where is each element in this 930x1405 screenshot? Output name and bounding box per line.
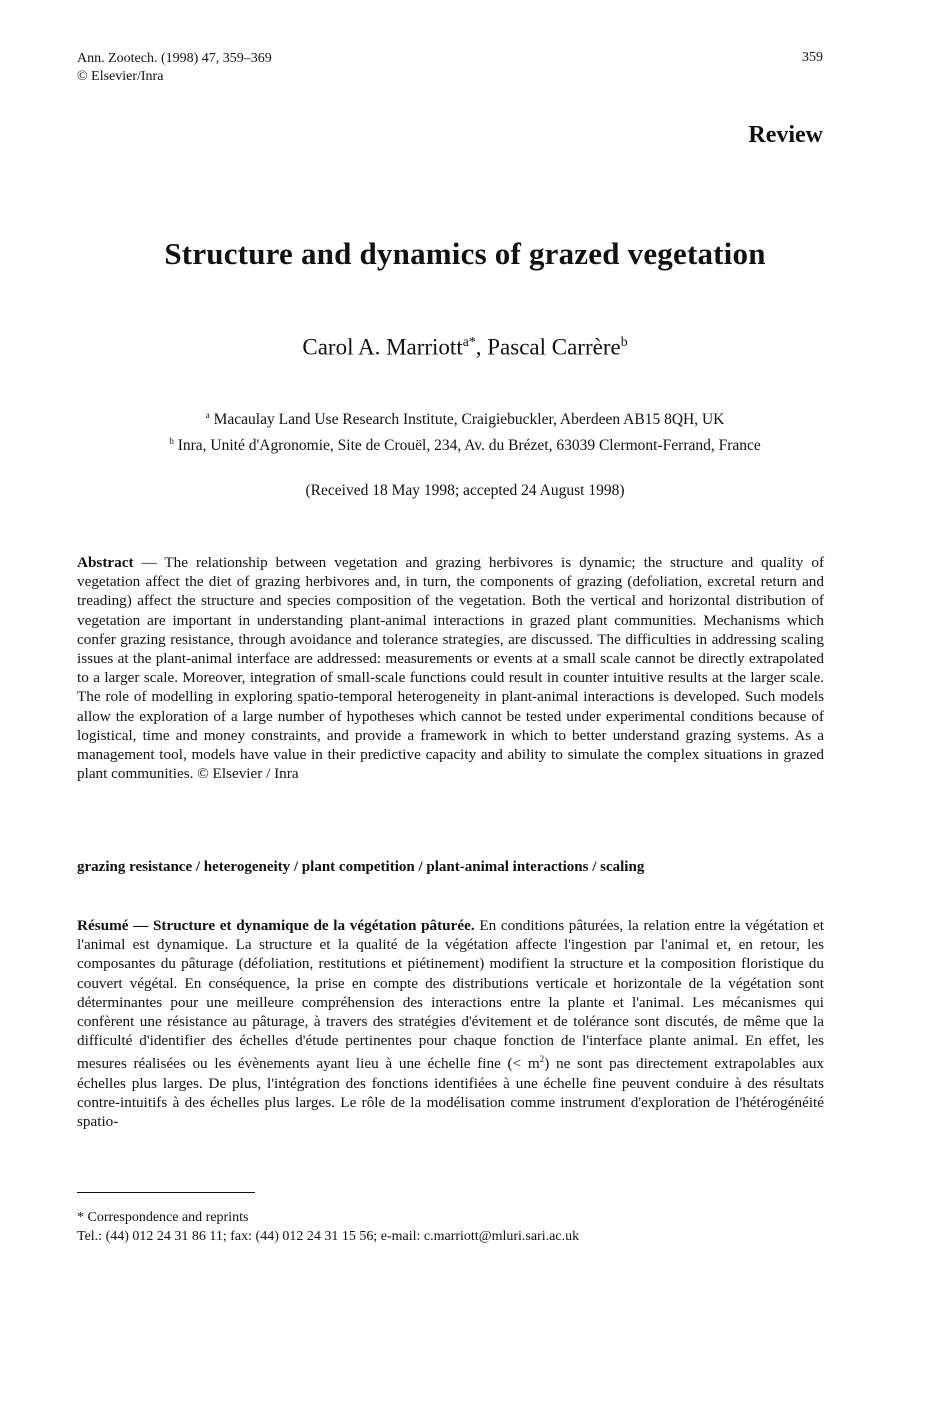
author-name: Pascal Carrère — [487, 334, 621, 360]
author-separator: , — [475, 334, 488, 360]
abstract — [77, 553, 824, 783]
author-affiliation-mark: a* — [462, 334, 476, 349]
section-heading: Review — [748, 122, 823, 148]
affiliation-a — [0, 405, 930, 431]
affiliation-mark: b — [169, 437, 174, 448]
author-name: Carol A. Marriott — [302, 334, 463, 360]
resume-superscript: 2 — [539, 1054, 545, 1065]
author-affiliation-mark: b — [620, 334, 628, 349]
affiliations — [0, 405, 930, 457]
footnote — [77, 1208, 579, 1246]
abstract-label: Abstract — [77, 554, 134, 571]
resume-label: Résumé — Structure et dynamique de la végétation pâturée. — [77, 917, 475, 934]
journal-citation — [77, 50, 272, 86]
author-list — [0, 334, 930, 361]
copyright-line: © Elsevier/Inra — [77, 69, 164, 84]
journal-line: Ann. Zootech. (1998) 47, 359–369 — [77, 51, 272, 66]
affiliation-mark: a — [205, 411, 210, 421]
keywords: grazing resistance / heterogeneity / plant competition / plant-animal interactions / scaling — [77, 859, 645, 875]
article-title: Structure and dynamics of grazed vegetation — [164, 236, 766, 271]
resume-text: En conditions pâturées, la relation entre la végétation et l'animal est dynamique. La structure et la qualité de la végétation affecte l'ingestion par l'animal et, en retour, les composantes du pâturage (défoliation, restitutions et piétinement) modifient la structure et la composition floristique du couvert végétal. En conséquence, la prise en compte des distributions verticale et horizontale de la végétation sont déterminantes pour une meilleure compréhension des interactions entre la plante et l'animal. Les mécanismes qui confèrent une résistance au pâturage, à travers des stratégies d'évitement et de tolérance sont discutés, de même que la difficulté d'identifier des échelles d'étude pertinentes pour chaque fonction de l'interface plante animal. En effet, les mesures réalisées ou les évènements ayant lieu à une échelle fine (< m — [77, 917, 824, 1073]
footnote-divider — [77, 1192, 255, 1193]
resume — [77, 916, 824, 1131]
page-number: 359 — [802, 50, 823, 65]
resume-text-continued: ) ne sont pas directement extrapolables aux échelles plus larges. De plus, l'intégration des fonctions identifiées à une échelle fine peuvent conduire à des résultats contre-intuitifs à des échelles plus larges. Le rôle de la modélisation comme instrument d'exploration de l'hétérogénéité spatio- — [77, 1055, 825, 1131]
received-dates: (Received 18 May 1998; accepted 24 August 1998) — [305, 482, 625, 499]
footnote-contact: Tel.: (44) 012 24 31 86 11; fax: (44) 012 24 31 15 56; e-mail: c.marriott@mluri.sari.ac.uk — [77, 1229, 580, 1244]
affiliation-b — [0, 431, 930, 457]
affiliation-text: Inra, Unité d'Agronomie, Site de Crouël, 234, Av. du Brézet, 63039 Clermont-Ferrand, France — [173, 437, 761, 455]
footnote-correspondence: * Correspondence and reprints — [77, 1210, 249, 1225]
abstract-text: — The relationship between vegetation and grazing herbivores is dynamic; the structure and quality of vegetation affect the diet of grazing herbivores and, in turn, the components of grazing (defoliation, excretal return and treading) affect the structure and species composition of the vegetation. Both the vertical and horizontal distribution of vegetation are important in understanding plant-animal interactions in grazed plant communities. Mechanisms which confer grazing resistance, through avoidance and tolerance strategies, are discussed. The difficulties in addressing scaling issues at the plant-animal interface are addressed: measurements or events at a small scale cannot be directly extrapolated to a larger scale. Moreover, integration of small-scale functions could result in counter intuitive results at the larger scale. The role of modelling in exploring spatio-temporal heterogeneity in plant-animal interactions is developed. Such models allow the exploration of a large number of hypotheses which cannot be tested under experimental conditions because of logistical, time and money constraints, and provide a framework in which to better understand grazing systems. As a management tool, models have value in their predictive capacity and ability to simulate the complex situations in grazed plant communities. © Elsevier / Inra — [77, 554, 824, 783]
affiliation-text: Macaulay Land Use Research Institute, Craigiebuckler, Aberdeen AB15 8QH, UK — [209, 411, 725, 429]
